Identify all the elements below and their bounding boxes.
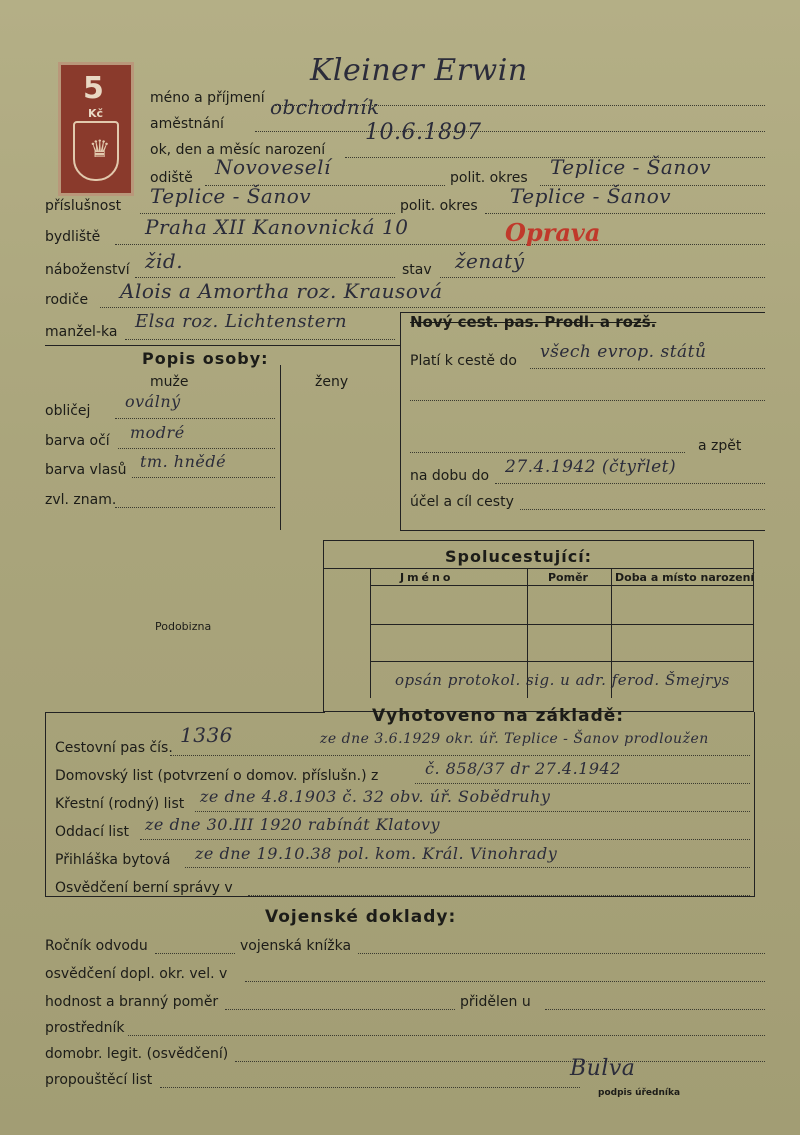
correction-note: Oprava — [505, 218, 601, 247]
spouse-value: Elsa roz. Lichtenstern — [135, 311, 348, 332]
face-label: obličej — [45, 403, 91, 419]
eyes-label: barva očí — [45, 433, 110, 449]
hair-label: barva vlasů — [45, 462, 127, 478]
hodnost-label: hodnost a branný poměr — [45, 994, 219, 1010]
religion-value: žid. — [145, 249, 184, 273]
photo-label: Podobizna — [155, 620, 212, 633]
district1-label: polit. okres — [450, 170, 528, 186]
birthcert-value: ze dne 4.8.1903 č. 32 obv. úř. Sobědruhy — [200, 787, 551, 806]
osvedceni-label: osvědčení dopl. okr. vel. v — [45, 966, 228, 982]
marriage-label: Oddací list — [55, 824, 129, 840]
registration-label: Přihláška bytová — [55, 852, 171, 868]
name-value: Kleiner Erwin — [310, 53, 528, 88]
occupation-value: obchodník — [270, 95, 380, 119]
birthcert-label: Křestní (rodný) list — [55, 796, 185, 812]
eyes-value: modré — [130, 423, 185, 442]
male-label: muže — [150, 374, 189, 390]
coat-of-arms-icon: ♛ — [73, 121, 119, 181]
revenue-stamp — [58, 62, 134, 196]
face-value: oválný — [125, 392, 181, 411]
signature-label: podpis úředníka — [598, 1088, 681, 1098]
district2-label: polit. okres — [400, 198, 478, 214]
name-label: méno a příjmení — [150, 90, 265, 106]
valid-value: všech evrop. států — [540, 342, 707, 362]
passno-label: Cestovní pas čís. — [55, 740, 173, 756]
hair-value: tm. hnědé — [140, 452, 227, 471]
birthdate-label: ok, den a měsíc narození — [150, 142, 326, 158]
occupation-label: aměstnání — [150, 116, 224, 132]
prostrednik-label: prostředník — [45, 1020, 125, 1036]
purpose-label: účel a cíl cesty — [410, 494, 514, 510]
parents-value: Alois a Amortha roz. Krausová — [120, 279, 443, 303]
return-label: a zpět — [698, 438, 742, 454]
col-birth: Doba a místo narození — [615, 571, 755, 584]
female-label: ženy — [315, 374, 349, 390]
religion-label: náboženství — [45, 262, 130, 278]
stamp-value: 5 — [83, 71, 104, 106]
basis-title: Vyhotoveno na základě: — [372, 706, 625, 726]
pass-origin: ze dne 3.6.1929 okr. úř. Teplice - Šanov prodloužen — [320, 731, 709, 747]
home-label: Domovský list (potvrzení o domov. příslušn.) z — [55, 768, 379, 784]
residence-value: Praha XII Kanovnická 10 — [145, 215, 409, 239]
stamp-currency: Kč — [88, 107, 104, 120]
spouse-label: manžel-ka — [45, 324, 118, 340]
military-title: Vojenské doklady: — [265, 907, 457, 927]
parents-label: rodiče — [45, 292, 89, 308]
companions-title: Spolucestující: — [445, 547, 593, 566]
birthplace-label: odiště — [150, 170, 193, 186]
marks-label: zvl. znam. — [45, 492, 117, 508]
prideleni-label: přidělen u — [460, 994, 531, 1010]
legitimace-label: domobr. legit. (osvědčení) — [45, 1046, 229, 1062]
registration-value: ze dne 19.10.38 pol. kom. Král. Vinohrady — [195, 844, 558, 863]
pass-header: Nový cest. pas. Prodl. a rozš. — [410, 313, 657, 331]
district2-value: Teplice - Šanov — [510, 184, 672, 208]
home-value: č. 858/37 dr 27.4.1942 — [425, 759, 621, 778]
propousteci-label: propouštěcí list — [45, 1072, 153, 1088]
description-title: Popis osoby: — [142, 349, 269, 368]
birthdate-value: 10.6.1897 — [365, 120, 482, 145]
col-name: Jméno — [400, 571, 454, 584]
district1-value: Teplice - Šanov — [550, 155, 712, 179]
marital-value: ženatý — [455, 249, 525, 273]
rocnik-label: Ročník odvodu — [45, 938, 148, 954]
valid-label: Platí k cestě do — [410, 353, 517, 369]
tax-label: Osvědčení berní správy v — [55, 880, 233, 896]
col-relation: Poměr — [548, 571, 588, 584]
nationality-label: příslušnost — [45, 198, 122, 214]
birthplace-value: Novoveselí — [215, 155, 331, 179]
marital-label: stav — [402, 262, 432, 278]
companions-note: opsán protokol. sig. u adr. ferod. Šmejrys — [395, 671, 730, 689]
duration-label: na dobu do — [410, 468, 490, 484]
nationality-value: Teplice - Šanov — [150, 184, 312, 208]
passno-value: 1336 — [180, 723, 233, 747]
knizka-label: vojenská knížka — [240, 938, 352, 954]
residence-label: bydliště — [45, 229, 101, 245]
official-signature: Bulva — [570, 1056, 636, 1081]
marriage-value: ze dne 30.III 1920 rabínát Klatovy — [145, 815, 441, 834]
duration-value: 27.4.1942 (čtyřlet) — [505, 457, 677, 477]
